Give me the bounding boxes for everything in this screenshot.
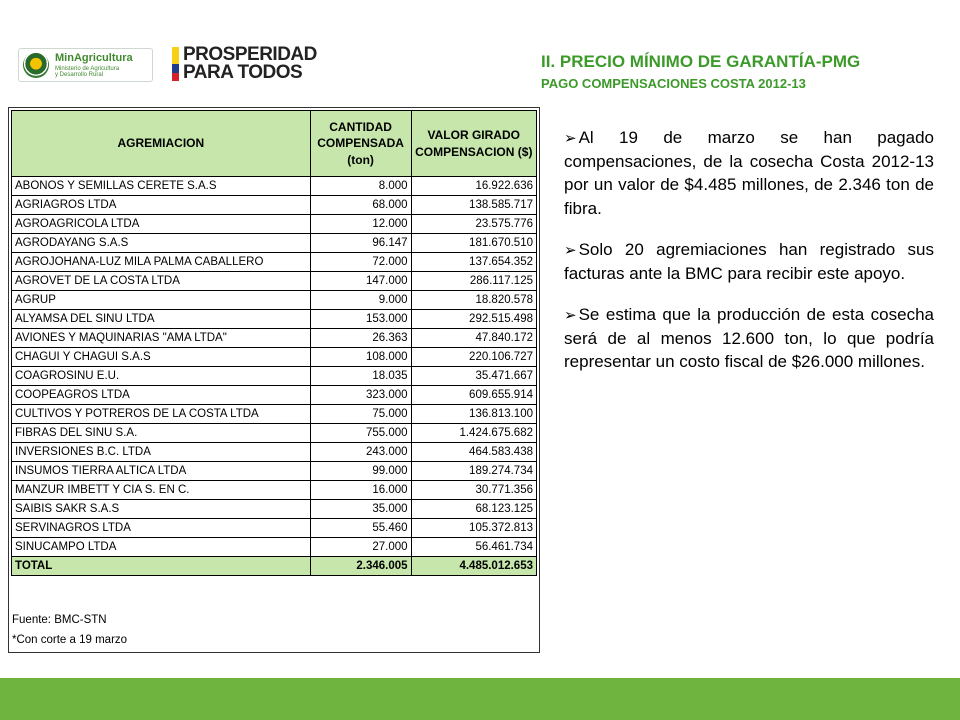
table-row [12, 253, 537, 272]
compensation-table-frame [8, 107, 540, 653]
cell-cantidad: 75.000 [310, 405, 411, 424]
table-row [12, 538, 537, 557]
table-row [12, 348, 537, 367]
table-source-note: Fuente: BMC-STN [12, 614, 107, 626]
cell-cantidad: 12.000 [310, 215, 411, 234]
prosperidad-logo [172, 46, 317, 82]
cell-agremiacion: INVERSIONES B.C. LTDA [12, 443, 311, 462]
cell-valor: 609.655.914 [411, 386, 536, 405]
cell-cantidad: 243.000 [310, 443, 411, 462]
cell-valor: 464.583.438 [411, 443, 536, 462]
header-agremiacion: AGREMIACION [12, 111, 311, 177]
bullet-item [564, 126, 934, 220]
colombia-flag-icon [172, 47, 179, 81]
cell-agremiacion: COAGROSINU E.U. [12, 367, 311, 386]
arrow-bullet-icon: ➢ [564, 130, 577, 147]
table-cutoff-note: *Con corte a 19 marzo [12, 634, 128, 646]
arrow-bullet-icon: ➢ [564, 307, 577, 325]
table-row [12, 215, 537, 234]
bullet-text: Al 19 de marzo se han pagado compensaciones, de la cosecha Costa 2012-13 por un valor de $4.485 millones, de 2.346 ton de fibra. [564, 128, 934, 218]
cell-valor: 1.424.675.682 [411, 424, 536, 443]
cell-agremiacion: AGROVET DE LA COSTA LTDA [12, 272, 311, 291]
table-header-row [12, 111, 537, 177]
cell-cantidad: 147.000 [310, 272, 411, 291]
cell-agremiacion: AGRIAGROS LTDA [12, 196, 311, 215]
cell-cantidad: 9.000 [310, 291, 411, 310]
cell-cantidad: 26.363 [310, 329, 411, 348]
cell-agremiacion: ABONOS Y SEMILLAS CERETE S.A.S [12, 177, 311, 196]
cell-agremiacion: AVIONES Y MAQUINARIAS "AMA LTDA" [12, 329, 311, 348]
cell-cantidad: 18.035 [310, 367, 411, 386]
cell-valor: 18.820.578 [411, 291, 536, 310]
minagricultura-logo [18, 48, 153, 82]
cell-valor: 47.840.172 [411, 329, 536, 348]
cell-valor: 23.575.776 [411, 215, 536, 234]
cell-cantidad: 68.000 [310, 196, 411, 215]
cell-cantidad: 108.000 [310, 348, 411, 367]
cell-valor: 35.471.667 [411, 367, 536, 386]
cell-valor: 189.274.734 [411, 462, 536, 481]
table-row [12, 519, 537, 538]
cell-cantidad: 27.000 [310, 538, 411, 557]
table-row [12, 500, 537, 519]
table-row [12, 405, 537, 424]
logo-min-sub2-text: y Desarrollo Rural [55, 71, 104, 78]
cell-valor: 105.372.813 [411, 519, 536, 538]
cell-valor: 220.106.727 [411, 348, 536, 367]
cell-agremiacion: AGROAGRICOLA LTDA [12, 215, 311, 234]
cell-valor: 136.813.100 [411, 405, 536, 424]
cell-agremiacion: CULTIVOS Y POTREROS DE LA COSTA LTDA [12, 405, 311, 424]
table-row [12, 310, 537, 329]
table-row [12, 386, 537, 405]
cell-valor: 68.123.125 [411, 500, 536, 519]
table-row [12, 443, 537, 462]
cell-agremiacion: FIBRAS DEL SINU S.A. [12, 424, 311, 443]
table-total-row [12, 557, 537, 576]
cell-cantidad: 755.000 [310, 424, 411, 443]
table-row [12, 329, 537, 348]
cell-agremiacion: AGRUP [12, 291, 311, 310]
logo-pros-line1: PROSPERIDAD [183, 44, 317, 65]
cell-agremiacion: SINUCAMPO LTDA [12, 538, 311, 557]
cell-agremiacion: SERVINAGROS LTDA [12, 519, 311, 538]
cell-cantidad: 16.000 [310, 481, 411, 500]
logo-min-main-text: MinAgricultura [55, 51, 133, 64]
bullet-item [564, 238, 934, 285]
cell-valor: 56.461.734 [411, 538, 536, 557]
cell-agremiacion: MANZUR IMBETT Y CIA S. EN C. [12, 481, 311, 500]
cell-cantidad: 55.460 [310, 519, 411, 538]
cell-valor: 138.585.717 [411, 196, 536, 215]
header-cantidad: CANTIDAD COMPENSADA (ton) [310, 111, 411, 177]
table-row [12, 424, 537, 443]
table-row [12, 196, 537, 215]
logo-min-sub-text: Ministerio de Agricultura [55, 65, 120, 72]
table-row [12, 481, 537, 500]
cell-valor: 30.771.356 [411, 481, 536, 500]
cell-cantidad: 323.000 [310, 386, 411, 405]
page-title: II. PRECIO MÍNIMO DE GARANTÍA-PMG [541, 52, 861, 71]
bullet-list [564, 126, 934, 392]
total-cantidad: 2.346.005 [310, 557, 411, 576]
total-label: TOTAL [12, 557, 311, 576]
cell-agremiacion: INSUMOS TIERRA ALTICA LTDA [12, 462, 311, 481]
bullet-text: Se estima que la producción de esta cosecha será de al menos 12.600 ton, lo que podría representar un costo fiscal de $26.000 millones. [564, 305, 934, 372]
page-subtitle: PAGO COMPENSACIONES COSTA 2012-13 [541, 76, 806, 91]
colombia-shield-icon [23, 52, 49, 78]
cell-cantidad: 35.000 [310, 500, 411, 519]
cell-cantidad: 96.147 [310, 234, 411, 253]
cell-valor: 292.515.498 [411, 310, 536, 329]
bullet-item [564, 303, 934, 374]
cell-valor: 16.922.636 [411, 177, 536, 196]
cell-valor: 137.654.352 [411, 253, 536, 272]
cell-agremiacion: ALYAMSA DEL SINU LTDA [12, 310, 311, 329]
compensation-table [11, 110, 537, 576]
table-row [12, 367, 537, 386]
table-row [12, 177, 537, 196]
bullet-text: Solo 20 agremiaciones han registrado sus facturas ante la BMC para recibir este apoyo. [564, 240, 934, 283]
cell-agremiacion: COOPEAGROS LTDA [12, 386, 311, 405]
total-valor: 4.485.012.653 [411, 557, 536, 576]
cell-agremiacion: SAIBIS SAKR S.A.S [12, 500, 311, 519]
cell-agremiacion: CHAGUI Y CHAGUI S.A.S [12, 348, 311, 367]
footer-bar [0, 678, 960, 720]
table-row [12, 234, 537, 253]
cell-cantidad: 8.000 [310, 177, 411, 196]
cell-agremiacion: AGRODAYANG S.A.S [12, 234, 311, 253]
header-valor: VALOR GIRADO COMPENSACION ($) [411, 111, 536, 177]
cell-valor: 181.670.510 [411, 234, 536, 253]
table-row [12, 462, 537, 481]
cell-cantidad: 99.000 [310, 462, 411, 481]
table-row [12, 291, 537, 310]
cell-valor: 286.117.125 [411, 272, 536, 291]
arrow-bullet-icon: ➢ [564, 242, 577, 260]
table-row [12, 272, 537, 291]
cell-cantidad: 153.000 [310, 310, 411, 329]
logo-pros-line2: PARA TODOS [183, 62, 303, 84]
cell-cantidad: 72.000 [310, 253, 411, 272]
cell-agremiacion: AGROJOHANA-LUZ MILA PALMA CABALLERO [12, 253, 311, 272]
